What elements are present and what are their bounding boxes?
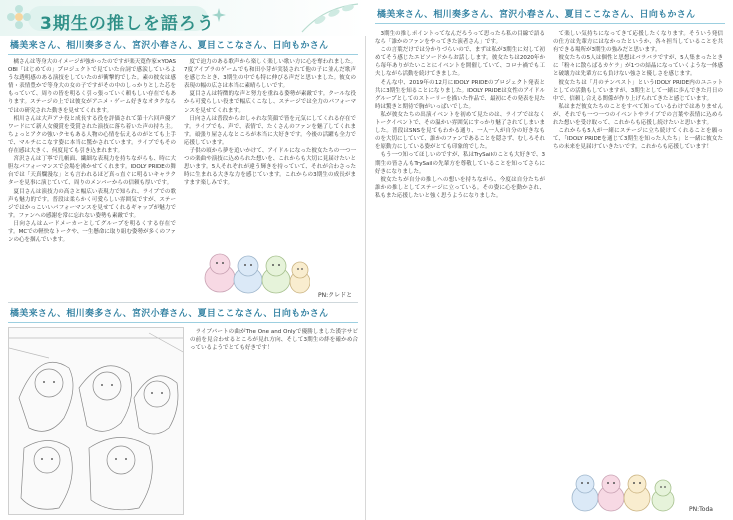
band-underline — [375, 23, 725, 24]
plush-illustration — [200, 238, 310, 296]
paragraph: て楽しい気持ちになってきて応援したくなります。そういう発信の仕方は先輩方にはなかったというか、各々担当していることを共有できる場所が3期生の強みだと思います。 — [553, 31, 723, 54]
left-page — [0, 0, 366, 520]
author-credit: PN:Toda — [689, 506, 713, 513]
flower-icon — [6, 4, 32, 30]
member-names-band: 橘美来さん、相川奏多さん、宮沢小春さん、夏目ここなさん、日向もかさん — [10, 309, 329, 319]
paragraph: そんな中、2019年の12月にIDOLY PRIDEのプロジェクト発表と共に3期生を知ることになりました。IDOLY PRIDEは女性のアイドルグループとしてのストーリーを描いた作品で、最初にその発表を見た時は驚きと期待で胸がいっぱいでした。 — [375, 79, 545, 110]
member-names-band: 橘美来さん、相川奏多さん、宮沢小春さん、夏目ここなさん、日向もかさん — [10, 41, 329, 51]
author-credit: PN:クレドと — [318, 292, 353, 299]
right-page — [367, 0, 733, 520]
paragraph: 夏目さんは演技力の高さと幅広い表現力で知られ、ライブでの歌声も魅力的です。普段は柔らかく可愛らしい雰囲気ですが、ステージではかっこいいパフォーマンスを見せてくれるギャップが魅力です。ファンへの感謝を常に忘れない姿勢も素敵です。 — [8, 188, 176, 219]
paragraph: 彼女たちは「月のテンペスト」というIDOLY PRIDE内のユニットとしての活動もしていますが、3期生として一緒に歩んできた月日の中で、信頼し合える関係が作り上げられてきたと感じています。 — [553, 79, 723, 102]
paragraph: 私はまだ彼女たちのことをすべて知っているわけではありませんが、それでも一つ一つのイベントやライブでの言葉や表情に込められた想いを受け取って、これからも応援し続けたいと思います。 — [553, 103, 723, 127]
paragraph: 3期生の推しポイントってなんだろうって思ったら私の目線で語るなら「誰かのファンをやってきた演者さん」です。 — [375, 31, 545, 46]
paragraph: これからも5人が一緒にステージに立ち続けてくれることを願って、「IDOLY PRIDEを通じて3期生を知った人たち」と一緒に彼女たちの未来を見届けていきたいです。これからも応援しています！ — [553, 128, 723, 151]
paragraph: 宮沢さんは丁寧で几帳面、繊細な表現力を持ちながらも、時に大胆なパフォーマンスで会場を沸かせてくれます。IDOLY PRIDEの舞台では「天真爛漫な」とも言われるほど真っ直ぐに明るいキャラクターを見事に演じていて、周りのメンバーからの信頼も厚いです。 — [8, 156, 176, 187]
title-area — [0, 0, 366, 36]
paragraph: もう一つ知ってほしいのですが、私はTrySailのことも大好きで、3期生の皆さんもTrySailの先輩方を尊敬していることを知ってさらに好きになりました。 — [375, 152, 545, 175]
fan-art-sketch — [8, 327, 184, 515]
paragraph: 彼女たちの5人は個性と思想はバラバラですが、5人集まったときに「粉々に散らばるカケラ」が1つの結晶になっていくような一体感と破壊力は先輩方にも負けない強さと優しさを感じます。 — [553, 55, 723, 78]
page-title: 3期生の推しを語ろう — [40, 14, 215, 34]
paragraph: 日向さんは普段からおしゃれな笑顔で皆を元気にしてくれる存在です。ライブでも、声で、表情で、たくさんのファンを魅了してくれます。頑張り屋さんなところが本当に大好きです。今後の活躍も全力で応援しています。 — [184, 115, 356, 146]
paragraph: 子供の頃から夢を追いかけて、アイドルになった彼女たちの一つ一つの楽曲や演技に込められた想いを、これからも大切に見届けたいと思います。5人それぞれが違う輝きを持っていて、それが合わさった時に生まれる大きな力を感じています。これからの3期生の成長がますます楽しみです。 — [184, 148, 356, 187]
plush-illustration — [567, 458, 677, 514]
leaf-icon — [300, 2, 360, 34]
paragraph: 橘さんは等身大のイメージが強かったのですが楽天寛作家×YOASOBI「はじめての」プロジェクトで見ていた台詞で感涙していろような透明感のある演技をしていたのが衝撃的でした。素の彼女は感情・表情豊かで等身大の女の子ですがその中のしっかりとした芯をもっていて、周りの皆を明るく引っ張っていく頼もしい存在でもあります。ステージの上では彼女がアニメ・ゲーム好きなオタクならではの研究された動きを見せてくれます。 — [8, 59, 176, 114]
paragraph: 相川さんは大声アナ役と成長する役を評価されて第十六回声優アワードにて新人女優賞を受賞された演技に落ち着いた声の持ち主。ちょっとアクの強いクセもある人物の心情を伝えるのがとても上手で、マルチにこなす姿に本当に驚かされています。ライブでもその存在感は大きく、何度見ても引き込まれます。 — [8, 115, 176, 155]
member-names-band: 橘美来さん、相川奏多さん、宮沢小春さん、夏目ここなさん、日向もかさん — [377, 10, 696, 20]
article-column-2 — [184, 58, 356, 233]
sparkle-icon — [212, 8, 226, 22]
paragraph: 日向さんはムードメーカーとしてグループを明るくする存在です。MCでの軽快なトークや、一生懸命に取り組む姿勢が多くのファンの心を掴んでいます。 — [8, 220, 176, 244]
article-column-2 — [190, 328, 358, 388]
article-column-1 — [8, 58, 176, 298]
paragraph: 夏目さんは特徴的な声と努力を重ねる姿勢が素敵です。クールな役から可愛らしい役まで幅広くこなし、ステージでは全力のパフォーマンスを見せてくれます。 — [184, 91, 356, 114]
article-column-2 — [553, 30, 723, 456]
paragraph: 彼女たちが自分の推しへの想いを持ちながら、今度は自分たちが誰かの推しとしてステージに立っている。その姿に心を動かされ、私もまた応援したいと強く思うようになりました。 — [375, 176, 545, 199]
paragraph: 度で迫力のある歌声から楽しく楽しい歌い方に心を奪われました。7度アイプラのゲームでも和田小芽が実装されて他の子に並んだ歌声を感じたとき、3期生の中でも特に伸びる声だと思いました。彼女の表現の幅の広さは本当に素晴らしいです。 — [184, 59, 356, 90]
band-underline — [8, 54, 358, 55]
paragraph: ライブパートの曲がThe One and Onlyで優勝しました漢字サビの前を見合わせるところが見れ方向、そして3期生の絆を確かめ合っているようでとても好きです！ — [190, 329, 358, 352]
paragraph: この言葉だけでは分かりづらいので、まずは私が3期生に対して初めてそう感じたエピソードからお話しします。彼女たちは2020年から毎年ありがたいことにイベントを開催していて、コロナ禍でも工夫しながら活動を続けてきました。 — [375, 47, 545, 78]
section-divider — [8, 302, 358, 303]
article-column-1 — [375, 30, 545, 514]
band-underline — [8, 322, 358, 323]
paragraph: 私が彼女たちの出演イベントを初めて見たのは、ライブではなくトークイベントで、その温かい雰囲気にすっかり魅了されてしまいました。普段はSNSを見てもわかる通り、一人一人が自分の好きなものを大切にしていて、誰かのファンであることを隠さず、むしろそれを原動力にしている姿がとても印象的でした。 — [375, 111, 545, 151]
